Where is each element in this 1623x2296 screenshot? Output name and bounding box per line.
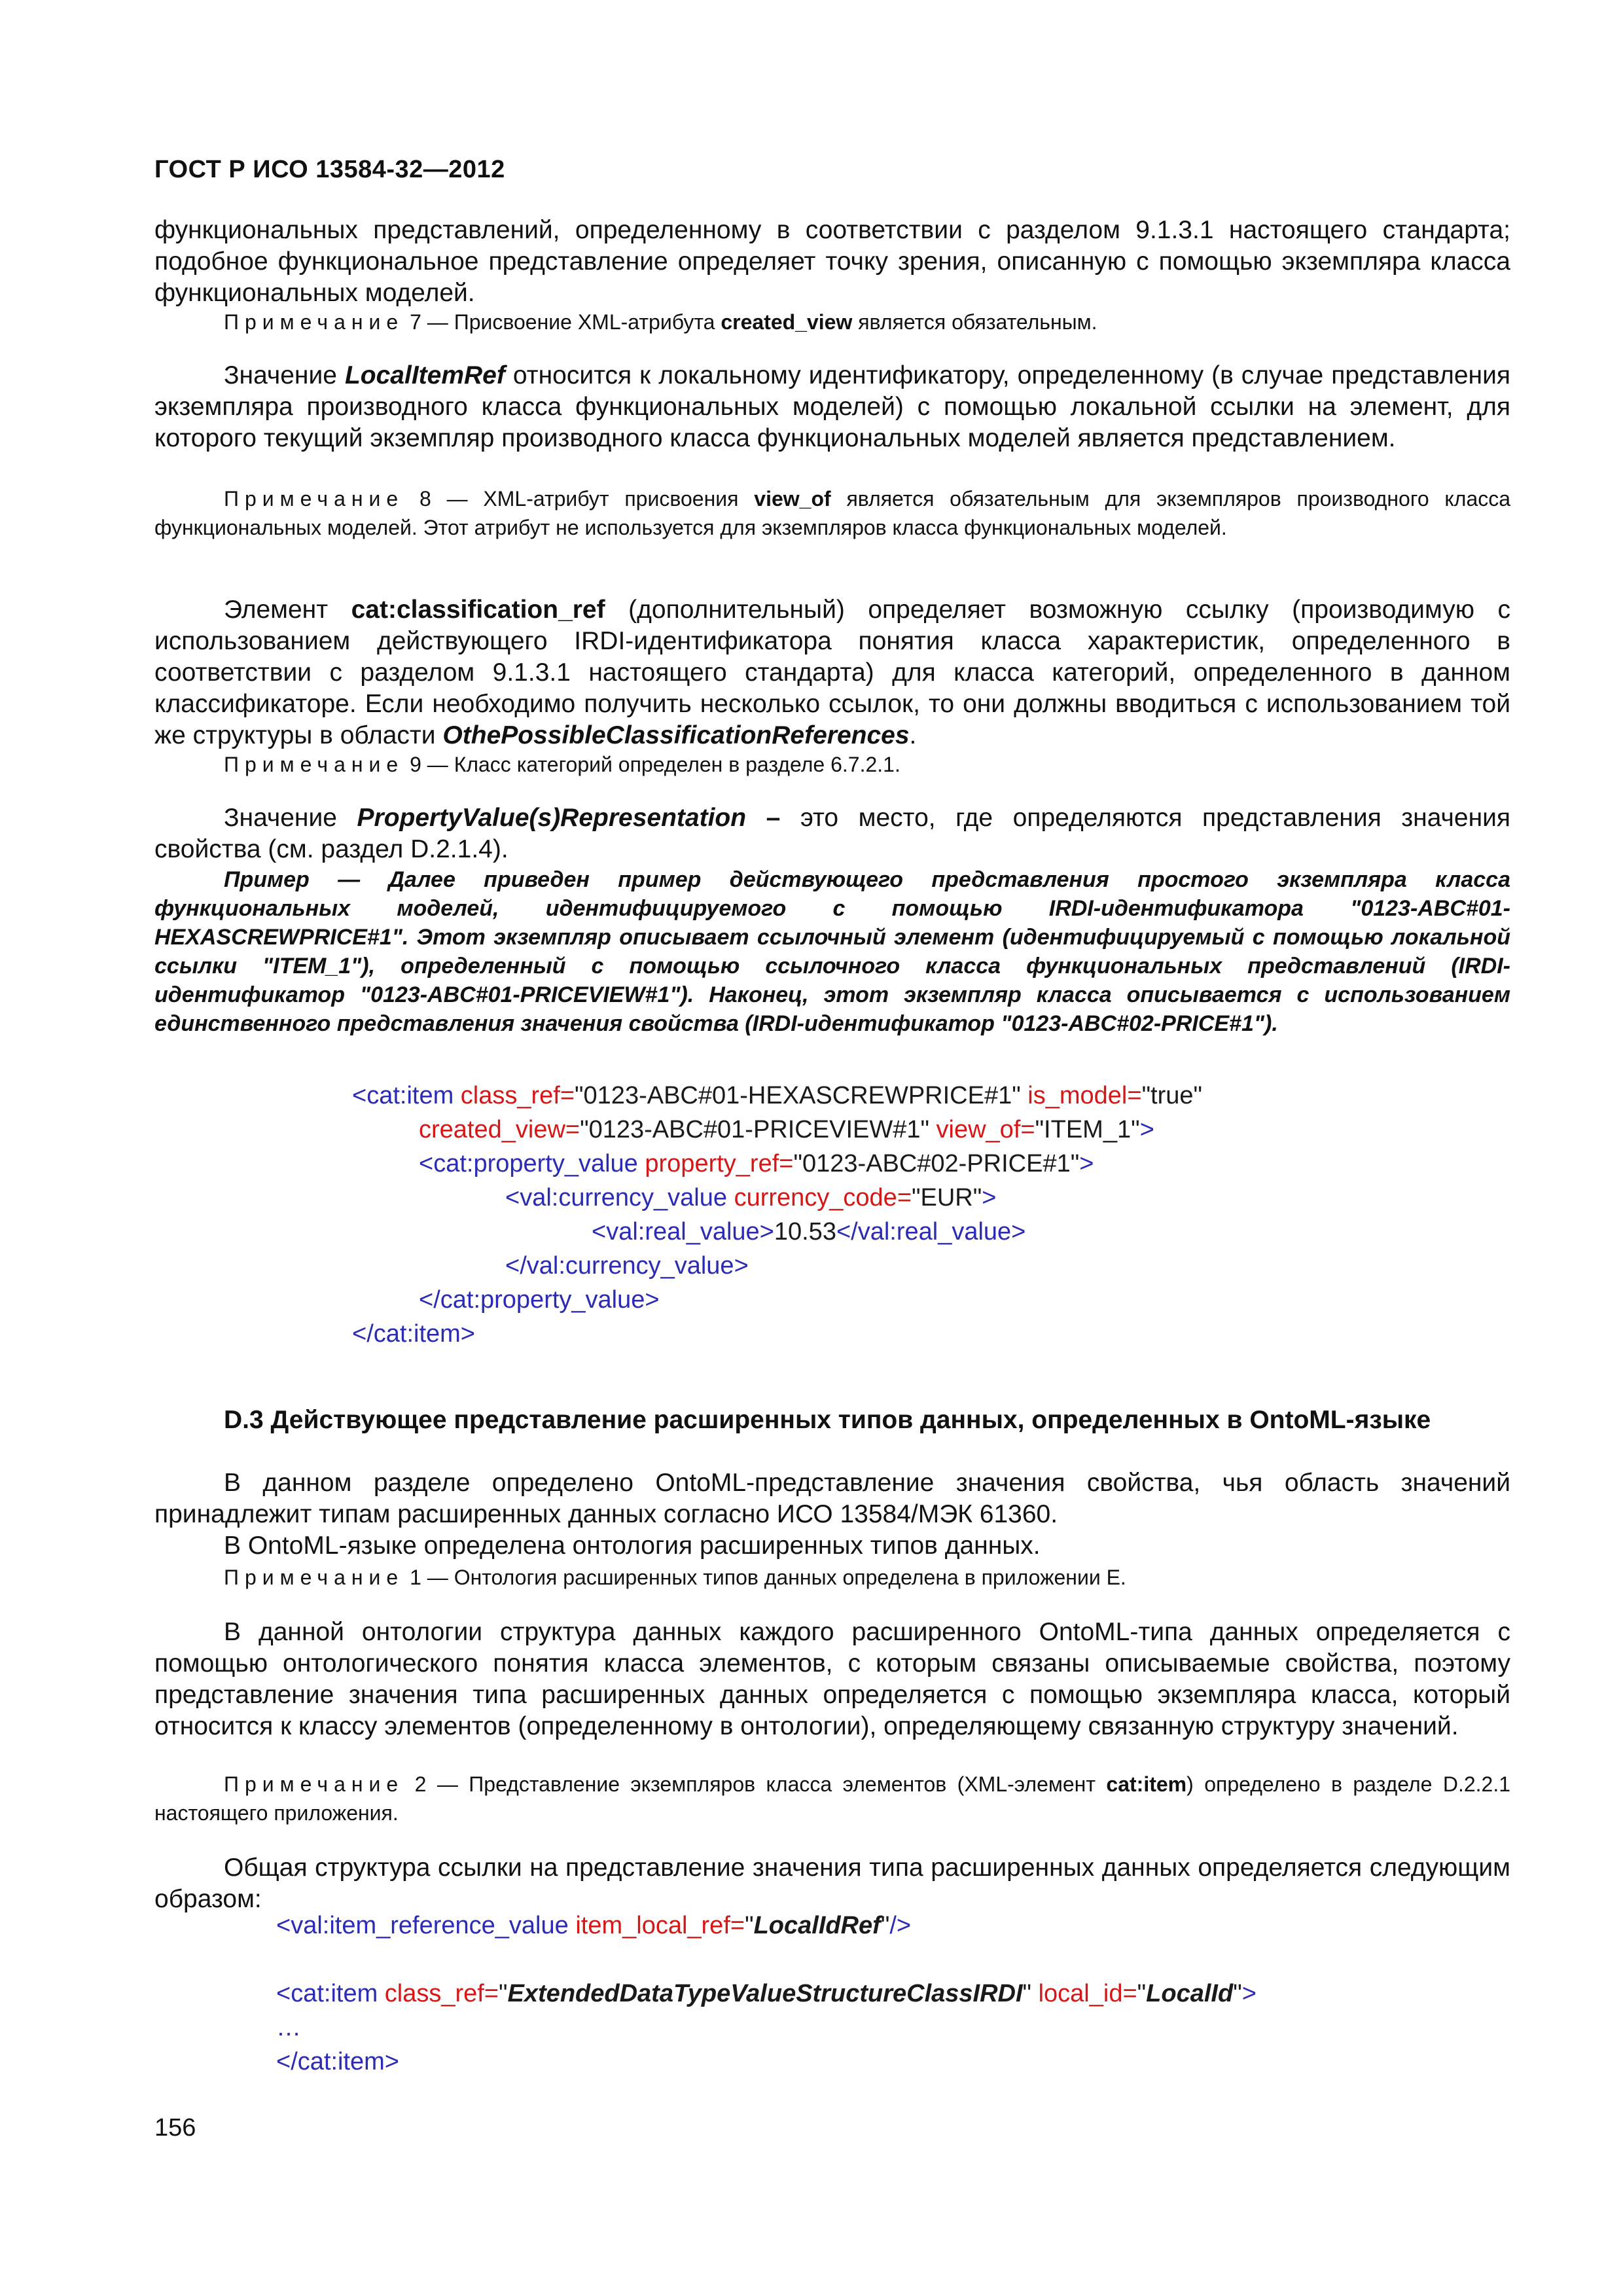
note-9: Примечание 9 — Класс категорий определен в разделе 6.7.2.1.	[224, 753, 901, 776]
note-label: Примечание	[224, 1566, 404, 1589]
paragraph-2: Значение LocalItemRef относится к локальному идентификатору, определенному (в случае представления экземпляра производного класса функциональных моделей) с помощью локальной ссылки на элемент, для которого текущий экземпляр производного класса функциональных моделей является представлением.	[154, 361, 1510, 452]
code2-line-2: <cat:item class_ref="ExtendedDataTypeValueStructureClassIRDI" local_id="LocalId">	[276, 1980, 1257, 2007]
paragraph-3: Элемент cat:classification_ref (дополнительный) определяет возможную ссылку (производимую с использованием действующего IRDI-идентификатора понятия класса характеристик, определенного в соответствии с разделом 9.1.3.1 настоящего стандарта) для класса категорий, определенного в данном классификаторе. Если необходимо получить несколько ссылок, то они должны вводиться с использованием той же структуры в области OthePossibleClassificationReferences.	[154, 596, 1510, 749]
code2-line-4: </cat:item>	[276, 2048, 399, 2075]
code-line-7: </cat:property_value>	[419, 1286, 660, 1314]
code-line-4: <val:currency_value currency_code="EUR">	[505, 1184, 997, 1211]
note-8: Примечание 8 — XML-атрибут присвоения view_of является обязательным для экземпляров производного класса функциональных моделей. Этот атрибут не используется для экземпляров класса функциональных моделей.	[154, 487, 1511, 539]
code-line-5: <val:real_value>10.53</val:real_value>	[592, 1218, 1026, 1246]
paragraph-7: В данной онтологии структура данных каждого расширенного OntoML-типа данных определяется с помощью онтологического понятия класса элементов, с которым связаны описываемые свойства, поэтому представление значения типа расширенных данных определяется с помощью экземпляра класса, который относится к классу элементов (определенному в онтологии), определяющему связанную структуру значений.	[154, 1618, 1510, 1740]
code2-line-3: …	[276, 2014, 301, 2041]
code2-line-1: <val:item_reference_value item_local_ref="LocalIdRef"/>	[276, 1912, 912, 1939]
example-paragraph: Пример — Далее приведен пример действующего представления простого экземпляра класса функциональных моделей, идентифицируемого с помощью IRDI-идентификатора "0123-ABC#01-HEXASCREWPRICE#1". Этот экземпляр описывает ссылочный элемент (идентифицируемый с помощью локальной ссылки "ITEM_1"), определенный с помощью ссылочного класса функциональных представлений (IRDI-идентификатор "0123-ABC#01-PRICEVIEW#1"). Наконец, этот экземпляр класса описывается с использованием единственного представления значения свойства (IRDI-идентификатор "0123-ABC#02-PRICE#1").	[154, 867, 1510, 1036]
code-line-6: </val:currency_value>	[505, 1252, 749, 1280]
code-line-2: created_view="0123-ABC#01-PRICEVIEW#1" view_of="ITEM_1">	[419, 1116, 1154, 1143]
note-label: Примечание	[224, 310, 404, 334]
section-heading-d3: D.3 Действующее представление расширенных типов данных, определенных в OntoML-языке	[224, 1406, 1431, 1434]
note-1: Примечание 1 — Онтология расширенных типов данных определена в приложении E.	[224, 1566, 1126, 1589]
code-line-8: </cat:item>	[352, 1320, 475, 1348]
note-label: Примечание	[224, 753, 404, 776]
paragraph-1: функциональных представлений, определенному в соответствии с разделом 9.1.3.1 настоящего стандарта; подобное функциональное представление определяет точку зрения, описанную с помощью экземпляра класса функциональных моделей.	[154, 216, 1510, 307]
paragraph-5: В данном разделе определено OntoML-представление значения свойства, чья область значений принадлежит типам расширенных данных согласно ИСО 13584/МЭК 61360.	[154, 1469, 1510, 1528]
note-label: Примечание	[224, 487, 404, 511]
code-line-3: <cat:property_value property_ref="0123-ABC#02-PRICE#1">	[419, 1150, 1094, 1177]
document-header: ГОСТ Р ИСО 13584-32—2012	[154, 156, 505, 183]
code-line-1: <cat:item class_ref="0123-ABC#01-HEXASCREWPRICE#1" is_model="true"	[352, 1082, 1203, 1109]
note-label: Примечание	[224, 1772, 404, 1796]
paragraph-8: Общая структура ссылки на представление значения типа расширенных данных определяется следующим образом:	[154, 1854, 1510, 1913]
page-number: 156	[154, 2114, 196, 2142]
paragraph-4: Значение PropertyValue(s)Representation – это место, где определяются представления значения свойства (см. раздел D.2.1.4).	[154, 804, 1511, 863]
paragraph-6: В OntoML-языке определена онтология расширенных типов данных.	[224, 1532, 1041, 1560]
note-7: Примечание 7 — Присвоение XML-атрибута created_view является обязательным.	[224, 310, 1097, 334]
note-2: Примечание 2 — Представление экземпляров класса элементов (XML-элемент cat:item) определено в разделе D.2.2.1 настоящего приложения.	[154, 1772, 1511, 1825]
